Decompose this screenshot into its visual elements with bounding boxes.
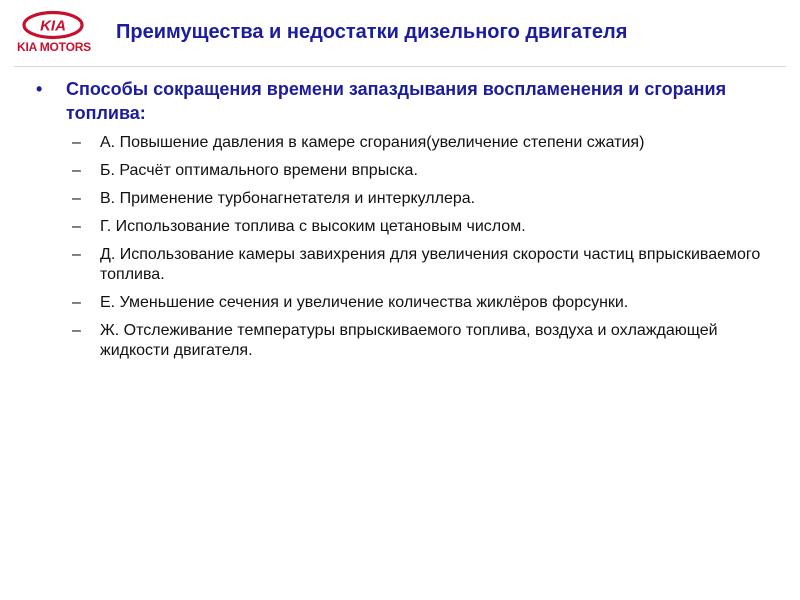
kia-motors-text: KIA MOTORS [16, 40, 91, 54]
bullet-icon: • [36, 79, 43, 99]
sub-point-text: В. Применение турбонагнетателя и интеркуллера. [100, 190, 476, 207]
sub-point-v [32, 189, 772, 209]
dash-icon: – [72, 294, 81, 311]
dash-icon: – [72, 190, 81, 207]
sub-point-list [32, 133, 772, 361]
sub-point-text: Д. Использование камеры завихрения для увеличения скорости частиц впрыскиваемого топлива. [100, 246, 761, 283]
dash-icon: – [72, 322, 81, 339]
sub-point-text: Е. Уменьшение сечения и увеличение количества жиклёров форсунки. [100, 294, 629, 311]
kia-emblem-text: KIA [40, 17, 66, 35]
title-divider [14, 66, 786, 67]
sub-point-g [32, 217, 772, 237]
sub-point-d [32, 245, 772, 285]
sub-point-text: Б. Расчёт оптимального времени впрыска. [100, 162, 418, 179]
main-bullet-text: Способы сокращения времени запаздывания воспламенения и сгорания топлива: [66, 79, 727, 123]
dash-icon: – [72, 134, 81, 151]
sub-point-text: Ж. Отслеживание температуры впрыскиваемого топлива, воздуха и охлаждающей жидкости двигателя. [100, 322, 718, 359]
sub-point-e [32, 293, 772, 313]
sub-point-text: Г. Использование топлива с высоким цетановым числом. [100, 218, 526, 235]
slide-title: Преимущества и недостатки дизельного двигателя [116, 21, 628, 43]
dash-icon: – [72, 162, 81, 179]
slide-content [32, 77, 772, 369]
sub-point-text: А. Повышение давления в камере сгорания(увеличение степени сжатия) [100, 134, 645, 151]
kia-emblem-icon [21, 10, 85, 40]
kia-motors-logo [6, 10, 102, 56]
sub-point-zh [32, 321, 772, 361]
sub-point-a [32, 133, 772, 153]
main-bullet-point [32, 77, 772, 125]
dash-icon: – [72, 246, 81, 263]
sub-point-b [32, 161, 772, 181]
dash-icon: – [72, 218, 81, 235]
